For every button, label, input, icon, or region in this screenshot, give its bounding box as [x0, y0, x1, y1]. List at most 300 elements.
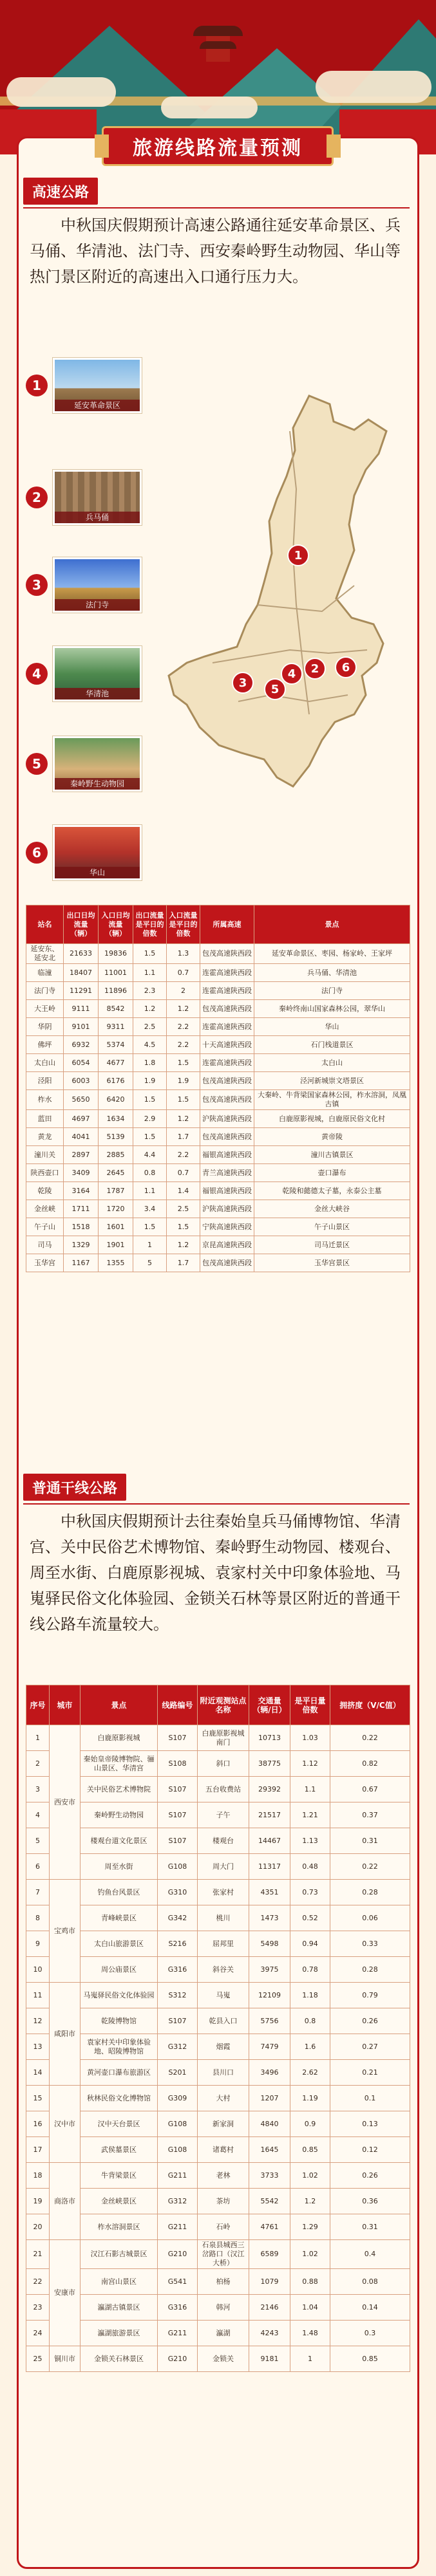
- table-cell: 1634: [99, 1110, 133, 1128]
- table-cell: 1.29: [290, 2214, 330, 2240]
- table-cell: 3: [26, 1777, 50, 1802]
- table-cell: S201: [158, 2060, 198, 2086]
- table-cell: 玉华宫景区: [254, 1254, 410, 1272]
- table-cell: 1473: [249, 1905, 290, 1931]
- table-cell: 0.8: [133, 1164, 167, 1182]
- province-outline: [161, 393, 406, 792]
- table-cell: 1.6: [290, 2034, 330, 2060]
- table-cell: 9101: [64, 1018, 99, 1036]
- table-cell: 法门寺: [26, 982, 64, 1000]
- table-cell: 金锁关石林景区: [81, 2346, 158, 2372]
- page-title-banner: [102, 126, 334, 166]
- table-cell: 2.9: [133, 1110, 167, 1128]
- table-cell: G312: [158, 2189, 198, 2214]
- table-cell: 1.3: [167, 944, 200, 964]
- table-cell: 乾陵博物馆: [81, 2008, 158, 2034]
- table-cell: S312: [158, 1983, 198, 2008]
- table-cell: 沪陕高速陕西段: [200, 1110, 254, 1128]
- table-cell: 子午: [198, 1802, 249, 1828]
- spot-item: [26, 825, 142, 880]
- table-cell: 2.2: [167, 1018, 200, 1036]
- table-cell: 0.94: [290, 1931, 330, 1957]
- table-cell: 12109: [249, 1983, 290, 2008]
- table-row: [26, 1931, 410, 1957]
- table-cell: 0.3: [330, 2321, 410, 2346]
- section-heading-label: 高速公路: [32, 184, 90, 201]
- pagoda-icon: [193, 26, 243, 64]
- table-cell: 1.19: [290, 2086, 330, 2111]
- table-cell: 1645: [249, 2137, 290, 2163]
- table-cell: G316: [158, 2295, 198, 2321]
- table-cell: 黄龙: [26, 1128, 64, 1146]
- table-row: [26, 1725, 410, 1751]
- table-cell: 2645: [99, 1164, 133, 1182]
- table-body: [26, 944, 410, 1272]
- table-cell: 10: [26, 1957, 50, 1983]
- table-cell: 2.3: [133, 982, 167, 1000]
- table-cell: 司马迁景区: [254, 1236, 410, 1254]
- table-cell: 午子山景区: [254, 1218, 410, 1236]
- table-cell: 新家洞: [198, 2111, 249, 2137]
- table-cell: 大王岭: [26, 1000, 64, 1018]
- table-cell: 2.2: [167, 1146, 200, 1164]
- table-cell: 1.5: [133, 944, 167, 964]
- city-cell: 咸阳市: [50, 1983, 81, 2086]
- city-cell: 西安市: [50, 1725, 81, 1880]
- table-cell: 佛坪: [26, 1036, 64, 1054]
- spot-caption: 华山: [55, 867, 140, 878]
- table-cell: G310: [158, 1880, 198, 1905]
- table-cell: G211: [158, 2163, 198, 2189]
- table-cell: G108: [158, 2111, 198, 2137]
- table-cell: 关中民俗艺术博物院: [81, 1777, 158, 1802]
- table-row: [26, 2321, 410, 2346]
- cloud-decoration: [161, 97, 258, 118]
- table-body: [26, 1725, 410, 2372]
- city-cell: 商洛市: [50, 2163, 81, 2240]
- table-cell: 楼观台道文化景区: [81, 1828, 158, 1854]
- table-cell: 11896: [99, 982, 133, 1000]
- table-cell: G312: [158, 2034, 198, 2060]
- table-cell: 宁陕高速陕西段: [200, 1218, 254, 1236]
- table-cell: 烟霞: [198, 2034, 249, 2060]
- table-cell: 周公庙景区: [81, 1957, 158, 1983]
- table-row: [26, 982, 410, 1000]
- table-cell: 6420: [99, 1090, 133, 1110]
- table-cell: 临潼: [26, 964, 64, 982]
- table-cell: 瀛湖古镇景区: [81, 2295, 158, 2321]
- table-cell: 21: [26, 2240, 50, 2269]
- table-cell: 乾县入口: [198, 2008, 249, 2034]
- table-cell: 0.82: [330, 1751, 410, 1777]
- table-cell: 1.9: [167, 1072, 200, 1090]
- table-cell: 楼观台: [198, 1828, 249, 1854]
- table-cell: 38775: [249, 1751, 290, 1777]
- table-cell: 张家村: [198, 1880, 249, 1905]
- column-header: 景点: [254, 905, 410, 944]
- table-row: [26, 1200, 410, 1218]
- table-row: [26, 2346, 410, 2372]
- city-cell: 汉中市: [50, 2086, 81, 2163]
- table-cell: 2.5: [133, 1018, 167, 1036]
- table-cell: 马嵬: [198, 1983, 249, 2008]
- table-cell: 马嵬驿民俗文化体验园: [81, 1983, 158, 2008]
- table-cell: 5498: [249, 1931, 290, 1957]
- banner-cap: [95, 134, 109, 158]
- table-cell: 1.9: [133, 1072, 167, 1090]
- table-cell: 金丝峡景区: [81, 2189, 158, 2214]
- table-cell: 诸葛村: [198, 2137, 249, 2163]
- table-cell: 0.22: [330, 1725, 410, 1751]
- national-road-table: [26, 1685, 410, 2372]
- table-row: [26, 2034, 410, 2060]
- table-cell: 15: [26, 2086, 50, 2111]
- table-row: [26, 964, 410, 982]
- table-cell: 周大门: [198, 1854, 249, 1880]
- table-cell: 7479: [249, 2034, 290, 2060]
- spot-caption: 华清池: [55, 688, 140, 700]
- spot-caption: 兵马俑: [55, 512, 140, 523]
- table-cell: 韩河: [198, 2295, 249, 2321]
- table-cell: 29392: [249, 1777, 290, 1802]
- table-cell: 太白山: [26, 1054, 64, 1072]
- table-cell: G316: [158, 1957, 198, 1983]
- table-cell: 5542: [249, 2189, 290, 2214]
- table-row: [26, 944, 410, 964]
- table-cell: 12: [26, 2008, 50, 2034]
- table-row: [26, 2137, 410, 2163]
- table-cell: 10713: [249, 1725, 290, 1751]
- table-cell: 2.62: [290, 2060, 330, 2086]
- table-row: [26, 1983, 410, 2008]
- table-cell: 1.5: [133, 1218, 167, 1236]
- table-cell: 1711: [64, 1200, 99, 1218]
- column-header: 是平日量倍数: [290, 1685, 330, 1725]
- table-cell: 18407: [64, 964, 99, 982]
- map-pin: 5: [264, 678, 286, 700]
- table-row: [26, 2060, 410, 2086]
- table-cell: 0.48: [290, 1854, 330, 1880]
- table-cell: 包茂高速陕西段: [200, 1128, 254, 1146]
- table-cell: 柏杨: [198, 2269, 249, 2295]
- spot-item: [26, 358, 142, 413]
- table-cell: 4243: [249, 2321, 290, 2346]
- table-cell: 延安革命景区、枣园、杨家岭、王家坪: [254, 944, 410, 964]
- table-cell: 4677: [99, 1054, 133, 1072]
- table-cell: 0.37: [330, 1802, 410, 1828]
- table-cell: 秋林民俗文化博物馆: [81, 2086, 158, 2111]
- table-cell: 包茂高速陕西段: [200, 1090, 254, 1110]
- column-header: 附近观测站点名称: [198, 1685, 249, 1725]
- table-cell: 1.1: [290, 1777, 330, 1802]
- table-cell: 1.12: [290, 1751, 330, 1777]
- table-cell: 1.8: [133, 1054, 167, 1072]
- table-cell: 21633: [64, 944, 99, 964]
- table-cell: 0.14: [330, 2295, 410, 2321]
- table-cell: 1.5: [133, 1090, 167, 1110]
- table-row: [26, 2086, 410, 2111]
- column-header: 入口流量是平日的倍数: [167, 905, 200, 944]
- table-cell: 1.2: [290, 2189, 330, 2214]
- table-cell: 2.2: [167, 1036, 200, 1054]
- table-row: [26, 1036, 410, 1054]
- table-cell: 南宫山景区: [81, 2269, 158, 2295]
- table-cell: 1.2: [167, 1110, 200, 1128]
- table-cell: 3.4: [133, 1200, 167, 1218]
- table-cell: 2: [167, 982, 200, 1000]
- table-cell: 1.7: [167, 1128, 200, 1146]
- table-cell: 14: [26, 2060, 50, 2086]
- highway-intro: 中秋国庆假期预计高速公路通往延安革命景区、兵马俑、华清池、法门寺、西安秦岭野生动物园、华山等热门景区附近的高速出入口通行压力大。: [30, 216, 401, 286]
- table-cell: 1.1: [133, 1182, 167, 1200]
- table-cell: G210: [158, 2346, 198, 2372]
- table-cell: 6054: [64, 1054, 99, 1072]
- table-cell: 0.4: [330, 2240, 410, 2269]
- spot-number: 5: [26, 753, 48, 775]
- table-cell: S107: [158, 2008, 198, 2034]
- column-header: 拥挤度（V/C值）: [330, 1685, 410, 1725]
- table-cell: 1.21: [290, 1802, 330, 1828]
- table-cell: 桃川: [198, 1905, 249, 1931]
- spot-number: 3: [26, 574, 48, 596]
- highway-flow-table: [26, 905, 410, 1272]
- table-cell: 6176: [99, 1072, 133, 1090]
- table-cell: 25: [26, 2346, 50, 2372]
- cloud-decoration: [316, 71, 431, 103]
- table-row: [26, 2163, 410, 2189]
- table-cell: 福银高速陕西段: [200, 1146, 254, 1164]
- table-cell: 金锁关: [198, 2346, 249, 2372]
- map-pin: 4: [281, 663, 303, 685]
- table-cell: 斜口: [198, 1751, 249, 1777]
- table-cell: 0.26: [330, 2163, 410, 2189]
- table-cell: 周至水街: [81, 1854, 158, 1880]
- table-cell: 7: [26, 1880, 50, 1905]
- table-cell: 4697: [64, 1110, 99, 1128]
- table-cell: 1.5: [167, 1218, 200, 1236]
- section-heading-national: [23, 1474, 126, 1501]
- table-row: [26, 1054, 410, 1072]
- table-cell: 延安东、延安北: [26, 944, 64, 964]
- shaanxi-map: [161, 393, 406, 792]
- table-cell: 武侯墓景区: [81, 2137, 158, 2163]
- table-cell: 袁家村关中印象体验地、昭陵博物馆: [81, 2034, 158, 2060]
- table-row: [26, 1828, 410, 1854]
- city-cell: 铜川市: [50, 2346, 81, 2372]
- table-cell: 0.7: [167, 964, 200, 982]
- table-cell: 瀛湖: [198, 2321, 249, 2346]
- table-cell: 黄河壶口瀑布旅游区: [81, 2060, 158, 2086]
- table-cell: 1.13: [290, 1828, 330, 1854]
- table-cell: 1901: [99, 1236, 133, 1254]
- table-row: [26, 1000, 410, 1018]
- table-cell: 沪陕高速陕西段: [200, 1200, 254, 1218]
- table-cell: 1.02: [290, 2163, 330, 2189]
- table-cell: 5374: [99, 1036, 133, 1054]
- table-cell: 乾陵和懿德太子墓，永泰公主墓: [254, 1182, 410, 1200]
- table-cell: 金丝峡: [26, 1200, 64, 1218]
- table-row: [26, 2269, 410, 2295]
- table-row: [26, 1018, 410, 1036]
- table-cell: 午子山: [26, 1218, 64, 1236]
- table-row: [26, 2214, 410, 2240]
- table-cell: 华阴: [26, 1018, 64, 1036]
- table-cell: 11001: [99, 964, 133, 982]
- column-header: 景点: [81, 1685, 158, 1725]
- table-cell: 0.7: [167, 1164, 200, 1182]
- table-cell: 1720: [99, 1200, 133, 1218]
- table-cell: 京昆高速陕西段: [200, 1236, 254, 1254]
- table-cell: 4.5: [133, 1036, 167, 1054]
- table-cell: 17: [26, 2137, 50, 2163]
- table-row: [26, 2295, 410, 2321]
- table-cell: 太白山: [254, 1054, 410, 1072]
- table-row: [26, 2240, 410, 2269]
- map-pin: 2: [304, 658, 326, 680]
- table-cell: 3496: [249, 2060, 290, 2086]
- column-header: 出口日均流量（辆）: [64, 905, 99, 944]
- table-row: [26, 1777, 410, 1802]
- table-cell: 3164: [64, 1182, 99, 1200]
- table-row: [26, 1254, 410, 1272]
- table-row: [26, 1957, 410, 1983]
- table-cell: G108: [158, 2137, 198, 2163]
- table-cell: 华山: [254, 1018, 410, 1036]
- table-row: [26, 1090, 410, 1110]
- table-cell: 0.28: [330, 1880, 410, 1905]
- table-cell: 20: [26, 2214, 50, 2240]
- table-cell: 2146: [249, 2295, 290, 2321]
- table-cell: 1518: [64, 1218, 99, 1236]
- table-row: [26, 1854, 410, 1880]
- table-cell: 0.52: [290, 1905, 330, 1931]
- table-cell: 0.13: [330, 2111, 410, 2137]
- table-cell: 1329: [64, 1236, 99, 1254]
- spot-number: 4: [26, 663, 48, 685]
- table-cell: 24: [26, 2321, 50, 2346]
- table-cell: 9: [26, 1931, 50, 1957]
- table-cell: 0.67: [330, 1777, 410, 1802]
- table-cell: 蓝田: [26, 1110, 64, 1128]
- table-cell: 6003: [64, 1072, 99, 1090]
- column-header: 线路编号: [158, 1685, 198, 1725]
- city-cell: 安康市: [50, 2240, 81, 2346]
- table-cell: 0.27: [330, 2034, 410, 2060]
- table-cell: 13: [26, 2034, 50, 2060]
- spot-caption: 延安革命景区: [55, 400, 140, 411]
- table-cell: 1.1: [133, 964, 167, 982]
- table-cell: 11291: [64, 982, 99, 1000]
- table-cell: 青峰峡景区: [81, 1905, 158, 1931]
- table-cell: 5139: [99, 1128, 133, 1146]
- table-cell: 柞水溶洞景区: [81, 2214, 158, 2240]
- table-cell: 0.26: [330, 2008, 410, 2034]
- table-cell: 太白山旅游景区: [81, 1931, 158, 1957]
- table-cell: 0.21: [330, 2060, 410, 2086]
- spot-item: [26, 736, 142, 792]
- spot-photo: [53, 646, 142, 701]
- city-cell: 宝鸡市: [50, 1880, 81, 1983]
- spot-item: [26, 646, 142, 701]
- table-cell: 石门栈道景区: [254, 1036, 410, 1054]
- table-cell: 11: [26, 1983, 50, 2008]
- table-cell: 1167: [64, 1254, 99, 1272]
- banner-cap: [327, 134, 341, 158]
- table-cell: 石泉县城西三岔路口（汉江大桥）: [198, 2240, 249, 2269]
- table-cell: 0.28: [330, 1957, 410, 1983]
- table-row: [26, 1802, 410, 1828]
- column-header: 出口流量是平日的倍数: [133, 905, 167, 944]
- table-cell: 4761: [249, 2214, 290, 2240]
- table-cell: 0.31: [330, 1828, 410, 1854]
- table-cell: 2897: [64, 1146, 99, 1164]
- table-row: [26, 1072, 410, 1090]
- table-cell: S216: [158, 1931, 198, 1957]
- table-cell: S108: [158, 1751, 198, 1777]
- table-cell: 0.88: [290, 2269, 330, 2295]
- table-cell: 1.5: [167, 1054, 200, 1072]
- table-cell: 大秦岭、牛背梁国家森林公园，柞水溶洞，凤凰古镇: [254, 1090, 410, 1110]
- map-pin: 6: [335, 656, 357, 678]
- table-cell: 5756: [249, 2008, 290, 2034]
- table-cell: 1207: [249, 2086, 290, 2111]
- table-cell: 包茂高速陕西段: [200, 944, 254, 964]
- table-cell: 1: [26, 1725, 50, 1751]
- table-cell: 青兰高速陕西段: [200, 1164, 254, 1182]
- table-cell: 斜谷关: [198, 1957, 249, 1983]
- table-cell: G211: [158, 2321, 198, 2346]
- table-cell: 屈邦里: [198, 1931, 249, 1957]
- table-header: [26, 1685, 410, 1725]
- table-cell: 泾阳: [26, 1072, 64, 1090]
- table-row: [26, 2189, 410, 2214]
- section-heading-label: 普通干线公路: [32, 1480, 118, 1497]
- table-cell: 0.85: [290, 2137, 330, 2163]
- column-header: 入口日均流量（辆）: [99, 905, 133, 944]
- table-cell: 大村: [198, 2086, 249, 2111]
- table-cell: 潼川古镇景区: [254, 1146, 410, 1164]
- table-cell: 县川口: [198, 2060, 249, 2086]
- table-cell: 1.2: [167, 1000, 200, 1018]
- table-cell: 14467: [249, 1828, 290, 1854]
- spot-caption: 秦岭野生动物园: [55, 778, 140, 790]
- table-row: [26, 1751, 410, 1777]
- column-header: 站名: [26, 905, 64, 944]
- table-cell: 白鹿原影视城南门: [198, 1725, 249, 1751]
- table-cell: 4: [26, 1802, 50, 1828]
- column-header: 序号: [26, 1685, 50, 1725]
- table-cell: 兵马俑、华清池: [254, 964, 410, 982]
- table-cell: G309: [158, 2086, 198, 2111]
- spot-photo: [53, 557, 142, 613]
- table-cell: 1.03: [290, 1725, 330, 1751]
- table-cell: 4.4: [133, 1146, 167, 1164]
- table-row: [26, 1110, 410, 1128]
- table-cell: 1.7: [167, 1254, 200, 1272]
- table-cell: 0.31: [330, 2214, 410, 2240]
- table-cell: G211: [158, 2214, 198, 2240]
- table-cell: 2: [26, 1751, 50, 1777]
- table-cell: 1: [290, 2346, 330, 2372]
- table-cell: 4351: [249, 1880, 290, 1905]
- table-cell: 包茂高速陕西段: [200, 1000, 254, 1018]
- table-cell: 19: [26, 2189, 50, 2214]
- table-cell: 0.33: [330, 1931, 410, 1957]
- table-cell: 泾河新城崇文塔景区: [254, 1072, 410, 1090]
- table-cell: 16: [26, 2111, 50, 2137]
- table-cell: 汉中天台景区: [81, 2111, 158, 2137]
- table-cell: 0.85: [330, 2346, 410, 2372]
